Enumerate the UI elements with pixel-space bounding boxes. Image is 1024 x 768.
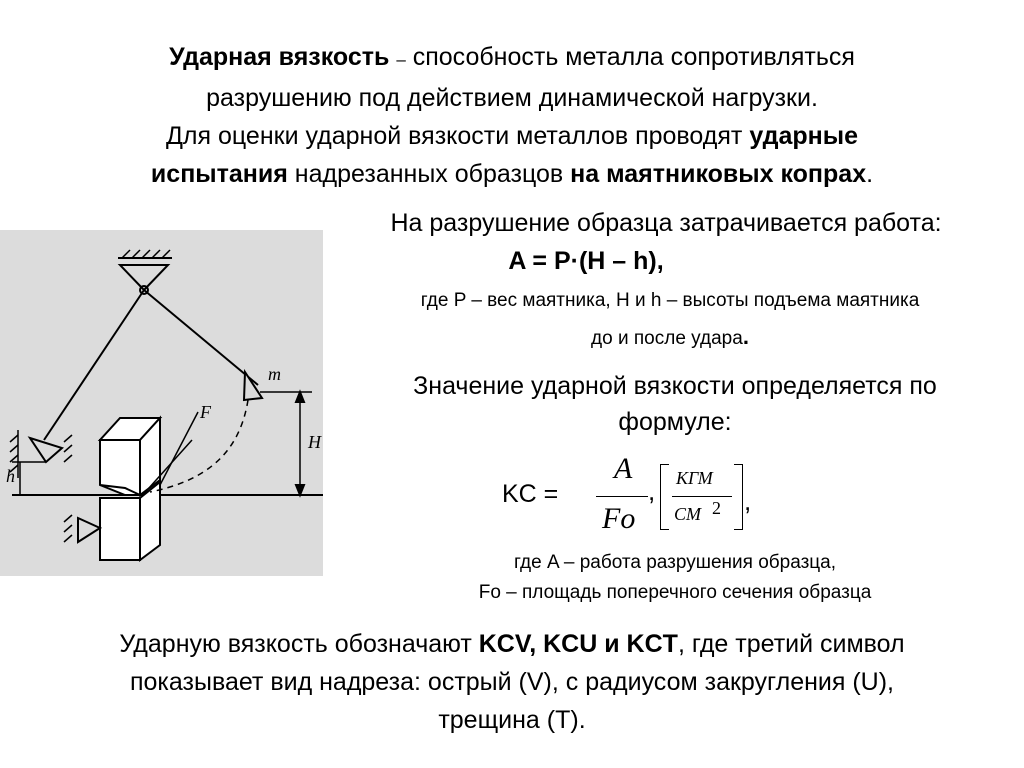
pendulum-diagram: [0, 230, 323, 576]
designation-post: , где третий символ: [677, 630, 905, 658]
unit-numerator: КГМ: [676, 468, 713, 488]
specimen-lower-front: [100, 498, 140, 560]
top-support-hatch: [122, 250, 170, 258]
term-impact-strength: Ударная вязкость: [169, 43, 390, 71]
definition-line-1: способность металла сопротивляться: [405, 43, 855, 71]
swing-path: [150, 400, 248, 492]
label-F: F: [200, 402, 211, 422]
kc-heading-line-2: формуле:: [618, 408, 732, 436]
intro-line-3: [20, 117, 1004, 155]
intro-line-4-text: надрезанных образцов: [287, 160, 571, 188]
kc-denominator: Fo: [602, 502, 636, 535]
height-H-arrow-top: [296, 392, 304, 402]
unit-bracket-right: [734, 464, 743, 530]
kc-explain-line-1: где A – работа разрушения образца,: [513, 552, 837, 573]
intro-line-4-end: .: [866, 160, 874, 188]
kc-numerator: A: [614, 452, 633, 485]
designation-paragraph: [10, 625, 1014, 739]
work-explain-dot: .: [742, 324, 749, 349]
kc-explanation: [330, 548, 1020, 608]
label-H: H: [308, 432, 321, 452]
kc-heading-line-1: Значение ударной вязкости определяется по: [413, 372, 937, 400]
kc-fraction-bar: [596, 496, 648, 497]
work-explanation: [330, 283, 1010, 357]
kc-explain-line-2: Fo – площадь поперечного сечения образца: [478, 582, 872, 603]
anvil-triangle: [78, 518, 100, 542]
unit-denominator: СМ: [674, 504, 701, 524]
designation-codes: KCV, KCU и KCT: [478, 630, 678, 658]
unit-exponent: 2: [712, 498, 721, 518]
kc-comma-2: ,: [744, 486, 752, 516]
intro-line-3-text: Для оценки ударной вязкости металлов проводят: [165, 122, 750, 150]
kc-comma-1: ,: [648, 476, 656, 506]
unit-fraction-bar: [672, 496, 732, 497]
pendulum-head-low: [30, 438, 62, 462]
work-explain-line-1: где P – вес маятника, H и h – высоты подъема маятника: [420, 290, 920, 311]
force-F-line: [160, 412, 198, 485]
intro-dash: –: [396, 50, 406, 69]
designation-line-1: [10, 625, 1014, 663]
intro-line-4: [20, 155, 1004, 193]
unit-bracket-left: [660, 464, 669, 530]
label-m: m: [268, 364, 281, 384]
pendulum-hammers-bold: на маятниковых копрах: [570, 160, 867, 188]
intro-line-1: [20, 38, 1004, 79]
work-explain-line-2-text: до и после удара: [591, 328, 743, 349]
designation-line-3: трещина (T).: [438, 706, 586, 734]
work-heading: На разрушение образца затрачивается работа:: [390, 209, 942, 237]
designation-line-2: показывает вид надреза: острый (V), с радиусом закругления (U),: [129, 668, 895, 696]
kc-formula: [592, 452, 762, 542]
pendulum-head-high: [244, 372, 262, 400]
height-H-arrow-bottom: [296, 485, 304, 495]
designation-pre: Ударную вязкость обозначают: [119, 630, 479, 658]
work-formula: A = P·(H – h),: [508, 247, 664, 275]
kc-label: KC =: [502, 480, 559, 508]
intro-paragraph: [20, 38, 1004, 193]
impact-tests-bold-2: испытания: [150, 160, 288, 188]
pendulum-diagram-svg: [0, 230, 323, 576]
intro-line-2: разрушению под действием динамической нагрузки.: [206, 84, 818, 112]
kc-heading: [330, 368, 1020, 440]
pendulum-arm-end: [144, 290, 258, 385]
work-explain-line-2: [330, 319, 1010, 357]
label-h: h: [6, 466, 15, 486]
impact-tests-bold-1: ударные: [749, 122, 858, 150]
